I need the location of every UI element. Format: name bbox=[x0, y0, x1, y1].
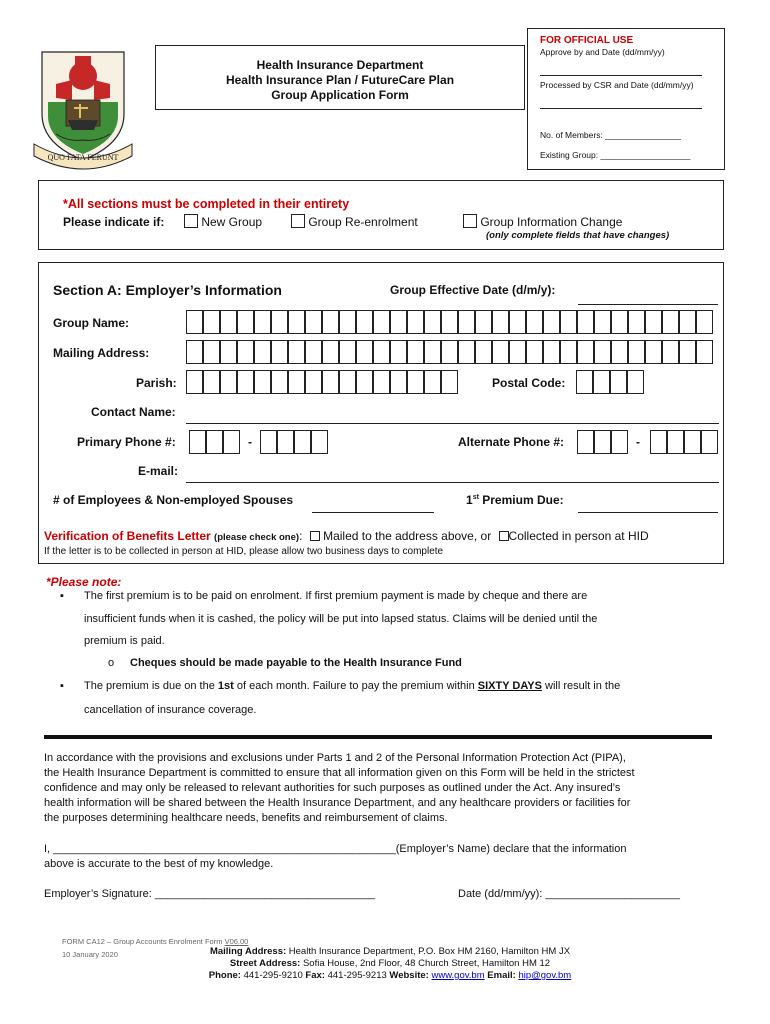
char-cell[interactable] bbox=[339, 370, 356, 394]
char-cell[interactable] bbox=[407, 370, 424, 394]
char-cell[interactable] bbox=[373, 310, 390, 334]
employees-label: # of Employees & Non-employed Spouses bbox=[53, 493, 294, 507]
form-id bbox=[62, 937, 248, 946]
new-group-label: New Group bbox=[201, 215, 263, 229]
group-name-label: Group Name: bbox=[53, 316, 130, 330]
char-cell[interactable] bbox=[458, 340, 475, 364]
first-premium-suffix: Premium Due: bbox=[478, 493, 564, 507]
approve-label: Approve by and Date (dd/mm/yy) bbox=[540, 47, 665, 57]
bullet2-mid: of each month. Failure to pay the premium within bbox=[233, 680, 478, 692]
char-cell[interactable] bbox=[373, 340, 390, 364]
first-premium-sup: st bbox=[472, 494, 479, 501]
char-cell[interactable] bbox=[610, 370, 627, 394]
char-cell[interactable] bbox=[696, 340, 713, 364]
note-cheques-payable: Cheques should be made payable to the Health Insurance Fund bbox=[130, 657, 462, 669]
plan-title: Health Insurance Plan / FutureCare Plan bbox=[225, 73, 455, 87]
effective-date-input[interactable] bbox=[578, 304, 718, 305]
form-title: Group Application Form bbox=[271, 88, 409, 102]
email-label: E-mail: bbox=[138, 464, 179, 478]
note-bullet2-line1 bbox=[84, 680, 620, 692]
char-cell[interactable] bbox=[593, 370, 610, 394]
sub-bullet-marker: o bbox=[108, 657, 115, 669]
char-cell[interactable] bbox=[373, 370, 390, 394]
char-cell[interactable] bbox=[576, 370, 593, 394]
char-cell[interactable] bbox=[220, 340, 237, 364]
char-cell[interactable] bbox=[186, 310, 203, 334]
char-cell[interactable] bbox=[288, 340, 305, 364]
bullet2-pre: The premium is due on the bbox=[84, 680, 218, 692]
char-cell[interactable] bbox=[203, 340, 220, 364]
collected-label: Collected in person at HID bbox=[508, 529, 649, 543]
bermuda-crest-logo bbox=[28, 44, 138, 170]
pipa-line-1: In accordance with the provisions and exclusions under Parts 1 and 2 of the Personal Information Protection Act (PIPA), bbox=[44, 752, 626, 764]
note-bullet2-line2: cancellation of insurance coverage. bbox=[84, 704, 257, 716]
char-cell[interactable] bbox=[509, 310, 526, 334]
bullet2-bold: 1st bbox=[217, 680, 234, 692]
char-cell[interactable] bbox=[254, 310, 271, 334]
char-cell[interactable] bbox=[322, 340, 339, 364]
footer-email-label: Email: bbox=[487, 970, 516, 981]
instructions-box bbox=[38, 180, 724, 250]
char-cell[interactable] bbox=[220, 310, 237, 334]
contact-name-label: Contact Name: bbox=[91, 405, 176, 419]
char-cell[interactable] bbox=[424, 340, 441, 364]
reenrolment-checkbox[interactable] bbox=[291, 214, 305, 228]
char-cell[interactable] bbox=[189, 430, 206, 454]
char-cell[interactable] bbox=[305, 340, 322, 364]
info-change-note: (only complete fields that have changes) bbox=[486, 230, 670, 241]
char-cell[interactable] bbox=[356, 310, 373, 334]
alternate-phone-area-input[interactable] bbox=[577, 430, 628, 454]
department-title: Health Insurance Department bbox=[256, 58, 424, 72]
footer-phone-label: Phone: bbox=[208, 970, 241, 981]
bullet-marker-1: ▪ bbox=[60, 590, 64, 602]
verification-check-one: (please check one) bbox=[214, 532, 300, 543]
char-cell[interactable] bbox=[277, 430, 294, 454]
postal-code-label: Postal Code: bbox=[492, 376, 566, 390]
char-cell[interactable] bbox=[390, 370, 407, 394]
mailed-checkbox[interactable] bbox=[310, 531, 320, 541]
first-premium-input[interactable] bbox=[578, 512, 718, 513]
note-bullet1-line3: premium is paid. bbox=[84, 635, 165, 647]
char-cell[interactable] bbox=[577, 430, 594, 454]
char-cell[interactable] bbox=[611, 430, 628, 454]
footer-contact bbox=[190, 946, 590, 982]
verification-row bbox=[44, 529, 649, 543]
alternate-phone-number-input[interactable] bbox=[650, 430, 718, 454]
char-cell[interactable] bbox=[254, 370, 271, 394]
char-cell[interactable] bbox=[526, 310, 543, 334]
char-cell[interactable] bbox=[407, 310, 424, 334]
footer-phone-value: 441-295-9210 bbox=[240, 970, 306, 981]
char-cell[interactable] bbox=[271, 370, 288, 394]
footer-street-label: Street Address: bbox=[229, 958, 301, 969]
verification-label: Verification of Benefits Letter bbox=[44, 529, 211, 543]
primary-phone-label: Primary Phone #: bbox=[77, 435, 176, 449]
char-cell[interactable] bbox=[679, 340, 696, 364]
char-cell[interactable] bbox=[220, 370, 237, 394]
note-bullet1-line2: insufficient funds when it is cashed, the policy will be put into lapsed status. Claims will be denied until the bbox=[84, 613, 598, 625]
char-cell[interactable] bbox=[305, 310, 322, 334]
collected-checkbox[interactable] bbox=[499, 531, 509, 541]
reenrolment-label: Group Re-enrolment bbox=[308, 215, 418, 229]
char-cell[interactable] bbox=[407, 340, 424, 364]
char-cell[interactable] bbox=[543, 340, 560, 364]
char-cell[interactable] bbox=[322, 310, 339, 334]
char-cell[interactable] bbox=[390, 340, 407, 364]
char-cell[interactable] bbox=[684, 430, 701, 454]
footer-fax-value: 441-295-9213 bbox=[324, 970, 390, 981]
signature-date-field[interactable]: Date (dd/mm/yy): ______________________ bbox=[458, 888, 680, 900]
form-id-text: FORM CA12 – Group Accounts Enrolment Form bbox=[62, 937, 225, 946]
email-link[interactable]: hip@gov.bm bbox=[518, 970, 572, 981]
char-cell[interactable] bbox=[560, 310, 577, 334]
processed-line[interactable] bbox=[540, 108, 702, 109]
char-cell[interactable] bbox=[271, 310, 288, 334]
form-title-box bbox=[155, 45, 525, 110]
char-cell[interactable] bbox=[254, 340, 271, 364]
existing-group-label: Existing Group: ___________________ bbox=[540, 150, 691, 160]
alternate-phone-dash: - bbox=[636, 435, 640, 449]
char-cell[interactable] bbox=[662, 310, 679, 334]
effective-date-label: Group Effective Date (d/m/y): bbox=[390, 283, 556, 297]
char-cell[interactable] bbox=[288, 370, 305, 394]
char-cell[interactable] bbox=[611, 310, 628, 334]
char-cell[interactable] bbox=[594, 430, 611, 454]
footer-phone-row bbox=[190, 970, 590, 982]
bullet2-post: will result in the bbox=[541, 680, 621, 692]
option-info-change[interactable] bbox=[463, 214, 622, 229]
option-new-group[interactable] bbox=[184, 214, 262, 229]
section-a-title: Section A: Employer’s Information bbox=[53, 282, 282, 298]
all-sections-note: *All sections must be completed in their entirety bbox=[63, 197, 350, 211]
employees-input[interactable] bbox=[312, 512, 434, 513]
footer-website-label: Website: bbox=[389, 970, 429, 981]
first-premium-prefix: 1 bbox=[466, 493, 473, 507]
char-cell[interactable] bbox=[679, 310, 696, 334]
parish-input[interactable] bbox=[186, 370, 458, 394]
char-cell[interactable] bbox=[475, 340, 492, 364]
char-cell[interactable] bbox=[475, 310, 492, 334]
char-cell[interactable] bbox=[203, 370, 220, 394]
primary-phone-dash: - bbox=[248, 435, 252, 449]
primary-phone-number-input[interactable] bbox=[260, 430, 328, 454]
char-cell[interactable] bbox=[271, 340, 288, 364]
pipa-line-2: the Health Insurance Department is committed to ensure that all information given on this Form will be held in the strictest bbox=[44, 767, 635, 779]
official-use-title: FOR OFFICIAL USE bbox=[540, 35, 634, 46]
char-cell[interactable] bbox=[509, 340, 526, 364]
new-group-checkbox[interactable] bbox=[184, 214, 198, 228]
char-cell[interactable] bbox=[526, 340, 543, 364]
char-cell[interactable] bbox=[577, 340, 594, 364]
footer-mailing-value: Health Insurance Department, P.O. Box HM 2160, Hamilton HM JX bbox=[286, 946, 571, 957]
char-cell[interactable] bbox=[186, 340, 203, 364]
bullet2-emph: SIXTY DAYS bbox=[477, 680, 542, 692]
group-name-input[interactable] bbox=[186, 310, 719, 334]
char-cell[interactable] bbox=[441, 370, 458, 394]
pipa-line-4: health information will be shared between the Health Insurance Department, and any healthcare providers or facilities for bbox=[44, 797, 631, 809]
processed-label: Processed by CSR and Date (dd/mm/yy) bbox=[540, 80, 694, 90]
char-cell[interactable] bbox=[662, 340, 679, 364]
char-cell[interactable] bbox=[237, 340, 254, 364]
char-cell[interactable] bbox=[203, 310, 220, 334]
char-cell[interactable] bbox=[650, 430, 667, 454]
char-cell[interactable] bbox=[424, 310, 441, 334]
first-premium-label bbox=[466, 493, 564, 507]
char-cell[interactable] bbox=[577, 310, 594, 334]
alternate-phone-label: Alternate Phone #: bbox=[458, 435, 565, 449]
verification-note: If the letter is to be collected in person at HID, please allow two business days to complete bbox=[44, 546, 444, 557]
char-cell[interactable] bbox=[441, 310, 458, 334]
pipa-line-5: the purposes determining healthcare needs, benefits and reimbursement of claims. bbox=[44, 812, 448, 824]
employer-signature-field[interactable]: Employer’s Signature: ____________________________________ bbox=[44, 888, 376, 900]
char-cell[interactable] bbox=[390, 310, 407, 334]
website-link[interactable]: www.gov.bm bbox=[431, 970, 485, 981]
char-cell[interactable] bbox=[667, 430, 684, 454]
declaration-line-1[interactable]: I, ________________________________________________________(Employer’s Name) declare that the information bbox=[44, 843, 627, 855]
char-cell[interactable] bbox=[294, 430, 311, 454]
char-cell[interactable] bbox=[237, 310, 254, 334]
char-cell[interactable] bbox=[594, 310, 611, 334]
char-cell[interactable] bbox=[560, 340, 577, 364]
char-cell[interactable] bbox=[424, 370, 441, 394]
bullet-marker-2: ▪ bbox=[60, 680, 64, 692]
char-cell[interactable] bbox=[441, 340, 458, 364]
postal-code-input[interactable] bbox=[576, 370, 644, 394]
char-cell[interactable] bbox=[237, 370, 254, 394]
footer-fax-label: Fax: bbox=[305, 970, 325, 981]
mailing-address-label: Mailing Address: bbox=[53, 346, 150, 360]
char-cell[interactable] bbox=[223, 430, 240, 454]
char-cell[interactable] bbox=[696, 310, 713, 334]
char-cell[interactable] bbox=[322, 370, 339, 394]
footer-mailing-label: Mailing Address: bbox=[209, 946, 287, 957]
char-cell[interactable] bbox=[186, 370, 203, 394]
form-version: V06.00 bbox=[224, 937, 249, 946]
option-reenrolment[interactable] bbox=[291, 214, 418, 229]
note-bullet1-line1: The first premium is to be paid on enrolment. If first premium payment is made by cheque and there are bbox=[84, 590, 588, 602]
char-cell[interactable] bbox=[645, 310, 662, 334]
mailing-address-input[interactable] bbox=[186, 340, 719, 364]
footer-mailing bbox=[190, 946, 590, 958]
section-divider bbox=[44, 735, 712, 739]
info-change-label: Group Information Change bbox=[480, 215, 623, 229]
footer-street bbox=[190, 958, 590, 970]
char-cell[interactable] bbox=[645, 340, 662, 364]
char-cell[interactable] bbox=[305, 370, 322, 394]
char-cell[interactable] bbox=[339, 340, 356, 364]
official-use-box bbox=[527, 28, 725, 170]
contact-name-input[interactable] bbox=[186, 423, 719, 424]
crest-motto: QUO FATA FERUNT bbox=[47, 153, 119, 162]
char-cell[interactable] bbox=[492, 340, 509, 364]
char-cell[interactable] bbox=[611, 340, 628, 364]
char-cell[interactable] bbox=[288, 310, 305, 334]
char-cell[interactable] bbox=[339, 310, 356, 334]
char-cell[interactable] bbox=[492, 310, 509, 334]
char-cell[interactable] bbox=[311, 430, 328, 454]
pipa-line-3: confidence and may only be released to relevant authorities for such purposes as outlined under the Act. Any insured’s bbox=[44, 782, 621, 794]
mailed-label: Mailed to the address above, or bbox=[323, 529, 492, 543]
char-cell[interactable] bbox=[356, 340, 373, 364]
form-date: 10 January 2020 bbox=[62, 950, 118, 959]
indicate-label: Please indicate if: bbox=[63, 215, 165, 229]
char-cell[interactable] bbox=[701, 430, 718, 454]
char-cell[interactable] bbox=[206, 430, 223, 454]
members-label: No. of Members: ________________ bbox=[540, 130, 681, 140]
char-cell[interactable] bbox=[356, 370, 373, 394]
char-cell[interactable] bbox=[628, 310, 645, 334]
char-cell[interactable] bbox=[594, 340, 611, 364]
char-cell[interactable] bbox=[627, 370, 644, 394]
verification-colon: : bbox=[299, 529, 303, 543]
please-note-title: *Please note: bbox=[46, 575, 122, 589]
char-cell[interactable] bbox=[628, 340, 645, 364]
pipa-paragraph bbox=[44, 751, 635, 826]
email-input[interactable] bbox=[186, 482, 719, 483]
info-change-checkbox[interactable] bbox=[463, 214, 477, 228]
footer-street-value: Sofia House, 2nd Floor, 48 Church Street, Hamilton HM 12 bbox=[300, 958, 551, 969]
declaration-line-2: above is accurate to the best of my knowledge. bbox=[44, 858, 274, 870]
primary-phone-area-input[interactable] bbox=[189, 430, 240, 454]
parish-label: Parish: bbox=[136, 376, 177, 390]
approve-line[interactable] bbox=[540, 75, 702, 76]
char-cell[interactable] bbox=[260, 430, 277, 454]
char-cell[interactable] bbox=[543, 310, 560, 334]
char-cell[interactable] bbox=[458, 310, 475, 334]
